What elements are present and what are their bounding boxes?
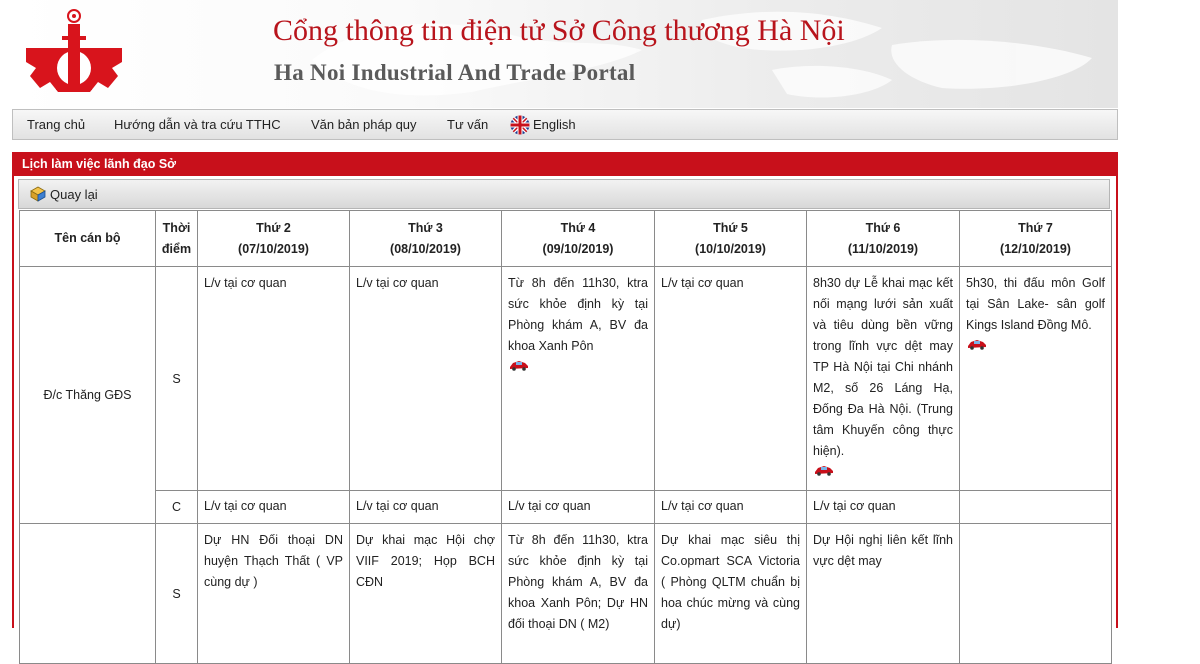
schedule-cell: Dự khai mạc Hội chợ VIIF 2019; Họp BCH CĐN xyxy=(350,524,502,664)
schedule-cell: Từ 8h đến 11h30, ktra sức khỏe định kỳ tại Phòng khám A, BV đa khoa Xanh Pôn xyxy=(502,267,655,491)
schedule-cell: L/v tại cơ quan xyxy=(655,491,807,524)
session-morning: S xyxy=(156,524,198,664)
site-title: Cổng thông tin điện tử Sở Công thương Hà Nội xyxy=(273,14,845,47)
schedule-table xyxy=(19,210,1112,664)
box-back-icon xyxy=(29,186,47,202)
schedule-cell: Từ 8h đến 11h30, ktra sức khỏe định kỳ tại Phòng khám A, BV đa khoa Xanh Pôn; Dự HN đối thoại DN ( M2) xyxy=(502,524,655,664)
schedule-cell: L/v tại cơ quan xyxy=(198,491,350,524)
header-row xyxy=(20,211,1112,267)
schedule-cell: L/v tại cơ quan xyxy=(350,267,502,491)
car-icon xyxy=(966,338,988,350)
col-header-time: Thời điểm xyxy=(156,211,198,267)
col-header-day: Thứ 5 (10/10/2019) xyxy=(655,211,807,267)
table-row xyxy=(20,267,1112,491)
nav-procedures[interactable]: Hướng dẫn và tra cứu TTHC xyxy=(114,117,281,132)
schedule-cell xyxy=(960,491,1112,524)
site-subtitle: Ha Noi Industrial And Trade Portal xyxy=(274,60,636,85)
schedule-cell: Dự HN Đối thoại DN huyện Thạch Thất ( VP cùng dự ) xyxy=(198,524,350,664)
schedule-cell: Dự khai mạc siêu thị Co.opmart SCA Victoria ( Phòng QLTM chuẩn bị hoa chúc mừng và cùng dự) xyxy=(655,524,807,664)
schedule-cell: L/v tại cơ quan xyxy=(198,267,350,491)
nav-consulting[interactable]: Tư vấn xyxy=(447,117,489,132)
nav-home[interactable]: Trang chủ xyxy=(27,117,86,132)
logo-icon xyxy=(22,6,126,102)
schedule-cell: 8h30 dự Lễ khai mạc kết nối mạng lưới sản xuất và tiêu dùng bền vững trong lĩnh vực dệt may TP Hà Nội tại Chi nhánh M2, số 26 Láng Hạ, Đống Đa Hà Nội. (Trung tâm Khuyến công thực hiện). xyxy=(807,267,960,491)
nav-legal-documents[interactable]: Văn bản pháp quy xyxy=(311,117,417,132)
session-afternoon: C xyxy=(156,491,198,524)
schedule-cell: L/v tại cơ quan xyxy=(502,491,655,524)
col-header-day: Thứ 2 (07/10/2019) xyxy=(198,211,350,267)
top-navigation xyxy=(12,109,1118,140)
back-label: Quay lại xyxy=(50,187,98,202)
official-name: Đ/c Thăng GĐS xyxy=(20,267,156,524)
panel-header xyxy=(12,152,1118,176)
header-banner xyxy=(12,0,1118,108)
schedule-cell: L/v tại cơ quan xyxy=(807,491,960,524)
uk-flag-icon[interactable] xyxy=(510,115,530,135)
schedule-cell: 5h30, thi đấu môn Golf tại Sân Lake- sân golf Kings Island Đồng Mô. xyxy=(960,267,1112,491)
panel-body xyxy=(12,176,1118,631)
col-header-official: Tên cán bộ xyxy=(20,211,156,267)
col-header-day: Thứ 6 (11/10/2019) xyxy=(807,211,960,267)
table-row xyxy=(20,491,1112,524)
official-name xyxy=(20,524,156,664)
schedule-cell: L/v tại cơ quan xyxy=(350,491,502,524)
col-header-day: Thứ 3 (08/10/2019) xyxy=(350,211,502,267)
col-header-day: Thứ 7 (12/10/2019) xyxy=(960,211,1112,267)
schedule-cell: L/v tại cơ quan xyxy=(655,267,807,491)
back-button[interactable] xyxy=(18,179,1110,209)
car-icon xyxy=(813,464,835,476)
nav-english[interactable]: English xyxy=(533,117,576,132)
session-morning: S xyxy=(156,267,198,491)
car-icon xyxy=(508,359,530,371)
schedule-cell: Dự Hội nghị liên kết lĩnh vực dệt may xyxy=(807,524,960,664)
col-header-day: Thứ 4 (09/10/2019) xyxy=(502,211,655,267)
table-row xyxy=(20,524,1112,664)
panel-title: Lịch làm việc lãnh đạo Sở xyxy=(22,157,177,171)
schedule-cell xyxy=(960,524,1112,664)
